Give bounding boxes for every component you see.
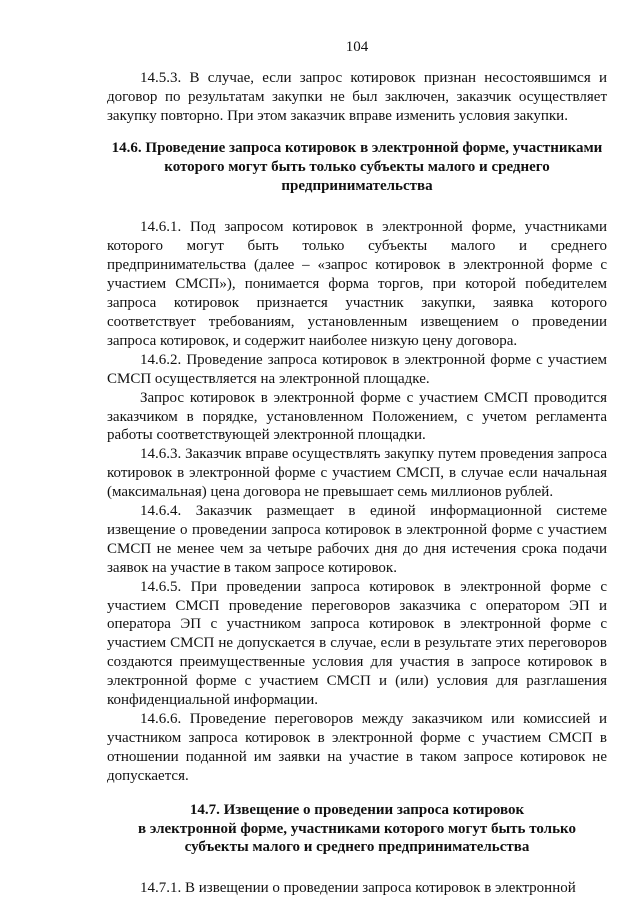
section-heading-14-7 xyxy=(107,801,607,858)
section-heading-14-7-line1: 14.7. Извещение о проведении запроса котировок xyxy=(189,801,525,818)
paragraph-14-5-3: 14.5.3. В случае, если запрос котировок признан несостоявшимся и договор по результатам закупки не был заключен, заказчик осуществляет закупку повторно. При этом заказчик вправе изменить условия закупки. xyxy=(107,70,607,124)
paragraph-14-6-5: 14.6.5. При проведении запроса котировок в электронной форме с участием СМСП проведение переговоров заказчика с оператором ЭП и оператора ЭП с участником запроса котировок в электронной форме с участием СМСП не допускается в случае, если в результате этих переговоров создаются преимущественные условия для участия в запросе котировок в электронной форме с участием СМСП и (или) условия для разглашения конфиденциальной информации. xyxy=(107,578,607,709)
paragraph-14-6-1: 14.6.1. Под запросом котировок в электронной форме, участниками которого могут быть только субъекты малого и среднего предпринимательства (далее – «запрос котировок в электронной форме с участием СМСП»), понимается форма торгов, при которой победителем запроса котировок признается участник закупки, заявка которого соответствует требованиям, установленным извещением о проведении запроса котировок, и содержит наиболее низкую цену договора. xyxy=(107,219,607,349)
document-page xyxy=(107,38,607,898)
paragraph-14-7-1: 14.7.1. В извещении о проведении запроса котировок в электронной xyxy=(140,880,576,897)
paragraph-14-6-6: 14.6.6. Проведение переговоров между заказчиком или комиссией и участником запроса котировок в электронной форме с участием СМСП в отношении поданной им заявки на участие в таком запросе котировок не допускается. xyxy=(107,711,607,784)
section-heading-14-7-line3: субъекты малого и среднего предпринимательства xyxy=(184,839,530,856)
paragraph-14-6-4: 14.6.4. Заказчик размещает в единой информационной системе извещение о проведении запроса котировок в электронной форме с участием СМСП не менее чем за четыре рабочих дня до дня истечения срока подачи заявок на участие в таком запросе котировок. xyxy=(107,503,607,576)
section-heading-14-6: 14.6. Проведение запроса котировок в электронной форме, участниками которого могут быть только субъекты малого и среднего предпринимательства xyxy=(111,139,603,194)
paragraph-14-6-3: 14.6.3. Заказчик вправе осуществлять закупку путем проведения запроса котировок в электронной форме с участием СМСП, в случае если начальная (максимальная) цена договора не превышает семь миллионов рублей. xyxy=(107,446,607,501)
paragraph-14-6-2-cont: Запрос котировок в электронной форме с участием СМСП проводится заказчиком в порядке, установленном Положением, с учетом регламента работы соответствующей электронной площадки. xyxy=(107,389,607,444)
page-number: 104 xyxy=(345,39,369,55)
paragraph-14-6-2: 14.6.2. Проведение запроса котировок в электронной форме с участием СМСП осуществляется на электронной площадке. xyxy=(107,351,607,387)
section-heading-14-7-line2: в электронной форме, участниками которого могут быть только xyxy=(138,820,576,837)
